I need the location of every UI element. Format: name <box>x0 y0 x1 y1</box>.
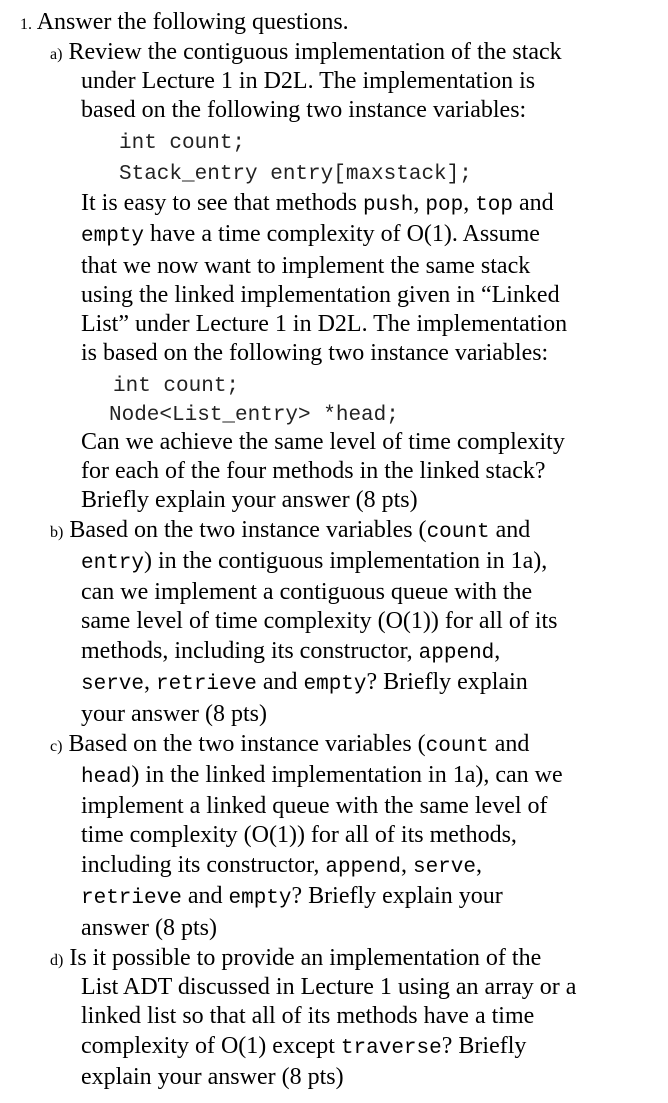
part-a-line-2: under Lecture 1 in D2L. The implementation is <box>81 68 536 94</box>
part-c-label: c) <box>50 738 63 755</box>
part-a-line-6 <box>81 219 540 249</box>
code-head: head <box>81 766 132 789</box>
part-a-label: a) <box>50 46 63 63</box>
text: Based on the two instance variables ( <box>69 517 427 543</box>
text: , <box>144 669 157 695</box>
text: including its constructor, <box>81 852 326 878</box>
text: Is it possible to provide an implementation of the <box>69 945 542 971</box>
code-line-int-count-2 <box>113 369 239 399</box>
part-d-line-5: explain your answer (8 pts) <box>81 1064 344 1090</box>
text: It is easy to see that methods <box>81 190 363 216</box>
part-b-line-1 <box>50 515 530 545</box>
text: ? Briefly explain <box>366 669 528 695</box>
code-text: Stack_entry entry[maxstack]; <box>119 163 472 186</box>
code-serve: serve <box>412 856 476 879</box>
text: complexity of O(1) except <box>81 1033 341 1059</box>
part-a-line-8: using the linked implementation given in “Linked <box>81 282 560 308</box>
code-retrieve: retrieve <box>156 673 257 696</box>
text: ? Briefly <box>441 1033 527 1059</box>
text: ? Briefly explain your <box>291 883 503 909</box>
part-a-line-10: is based on the following two instance variables: <box>81 340 549 366</box>
code-serve: serve <box>81 673 145 696</box>
code-count: count <box>425 735 489 758</box>
part-b-line-3: can we implement a contiguous queue with the <box>81 579 533 605</box>
code-empty: empty <box>228 887 292 910</box>
code-empty: empty <box>303 673 367 696</box>
part-a-line-15: Briefly explain your answer (8 pts) <box>81 487 418 513</box>
code-keyword: int <box>113 375 151 398</box>
code-line-stack-entry <box>119 157 472 187</box>
part-c-line-3: implement a linked queue with the same level of <box>81 793 548 819</box>
part-a-line-9: List” under Lecture 1 in D2L. The implementation <box>81 311 568 337</box>
question-title: Answer the following questions. <box>36 9 349 35</box>
code-append: append <box>418 642 495 665</box>
text: and <box>488 731 530 757</box>
code-empty: empty <box>81 225 145 248</box>
text: methods, including its constructor, <box>81 638 419 664</box>
part-b-line-4: same level of time complexity (O(1)) for all of its <box>81 608 558 634</box>
part-d-line-3: linked list so that all of its methods have a time <box>81 1003 535 1029</box>
text: and <box>181 883 229 909</box>
text: and <box>489 517 531 543</box>
part-b-line-2 <box>81 546 547 576</box>
part-d-line-2: List ADT discussed in Lecture 1 using an array or a <box>81 974 577 1000</box>
part-c-line-4: time complexity (O(1)) for all of its methods, <box>81 822 517 848</box>
code-line-node-head <box>109 398 399 428</box>
text: Based on the two instance variables ( <box>68 731 426 757</box>
code-push: push <box>362 194 414 217</box>
part-a-line-7: that we now want to implement the same stack <box>81 253 531 279</box>
text: ) in the linked implementation in 1a), can we <box>131 762 563 788</box>
text: and <box>256 669 304 695</box>
part-c-line-5 <box>81 850 482 880</box>
text: ) in the contiguous implementation in 1a), <box>144 548 548 574</box>
part-b-line-5 <box>81 636 500 666</box>
part-a-text: Review the contiguous implementation of the stack <box>68 39 562 65</box>
code-text: Node<List_entry> *head; <box>109 404 399 427</box>
text: have a time complexity of O(1). Assume <box>144 221 540 247</box>
part-a-line-1 <box>50 37 562 67</box>
code-count: count <box>426 521 490 544</box>
question-number: 1. <box>20 16 32 33</box>
code-text: count; <box>156 132 246 155</box>
text: , <box>475 852 482 878</box>
code-top: top <box>475 194 513 217</box>
part-a-line-13: Can we achieve the same level of time complexity <box>81 429 565 455</box>
part-b-label: b) <box>50 524 64 541</box>
part-d-label: d) <box>50 952 64 969</box>
code-line-int-count <box>119 126 245 156</box>
part-b-line-7: your answer (8 pts) <box>81 701 267 727</box>
question-heading <box>20 7 349 37</box>
part-a-line-14: for each of the four methods in the linked stack? <box>81 458 546 484</box>
code-keyword: int <box>119 132 157 155</box>
code-text: count; <box>150 375 240 398</box>
text: , <box>413 190 426 216</box>
text: , <box>494 638 501 664</box>
part-b-line-6 <box>81 667 528 697</box>
part-c-line-7: answer (8 pts) <box>81 915 217 941</box>
code-traverse: traverse <box>340 1037 442 1060</box>
code-retrieve: retrieve <box>81 887 182 910</box>
part-d-line-4 <box>81 1031 526 1061</box>
text: and <box>513 190 554 216</box>
part-c-line-6 <box>81 881 503 911</box>
part-a-line-3: based on the following two instance variables: <box>81 97 527 123</box>
text: , <box>463 190 476 216</box>
part-c-line-1 <box>50 729 529 759</box>
code-pop: pop <box>425 194 464 217</box>
text: , <box>400 852 413 878</box>
code-append: append <box>325 856 401 879</box>
code-entry: entry <box>81 552 145 575</box>
part-c-line-2 <box>81 760 563 790</box>
part-a-line-5 <box>81 188 554 218</box>
part-d-line-1 <box>50 943 541 973</box>
